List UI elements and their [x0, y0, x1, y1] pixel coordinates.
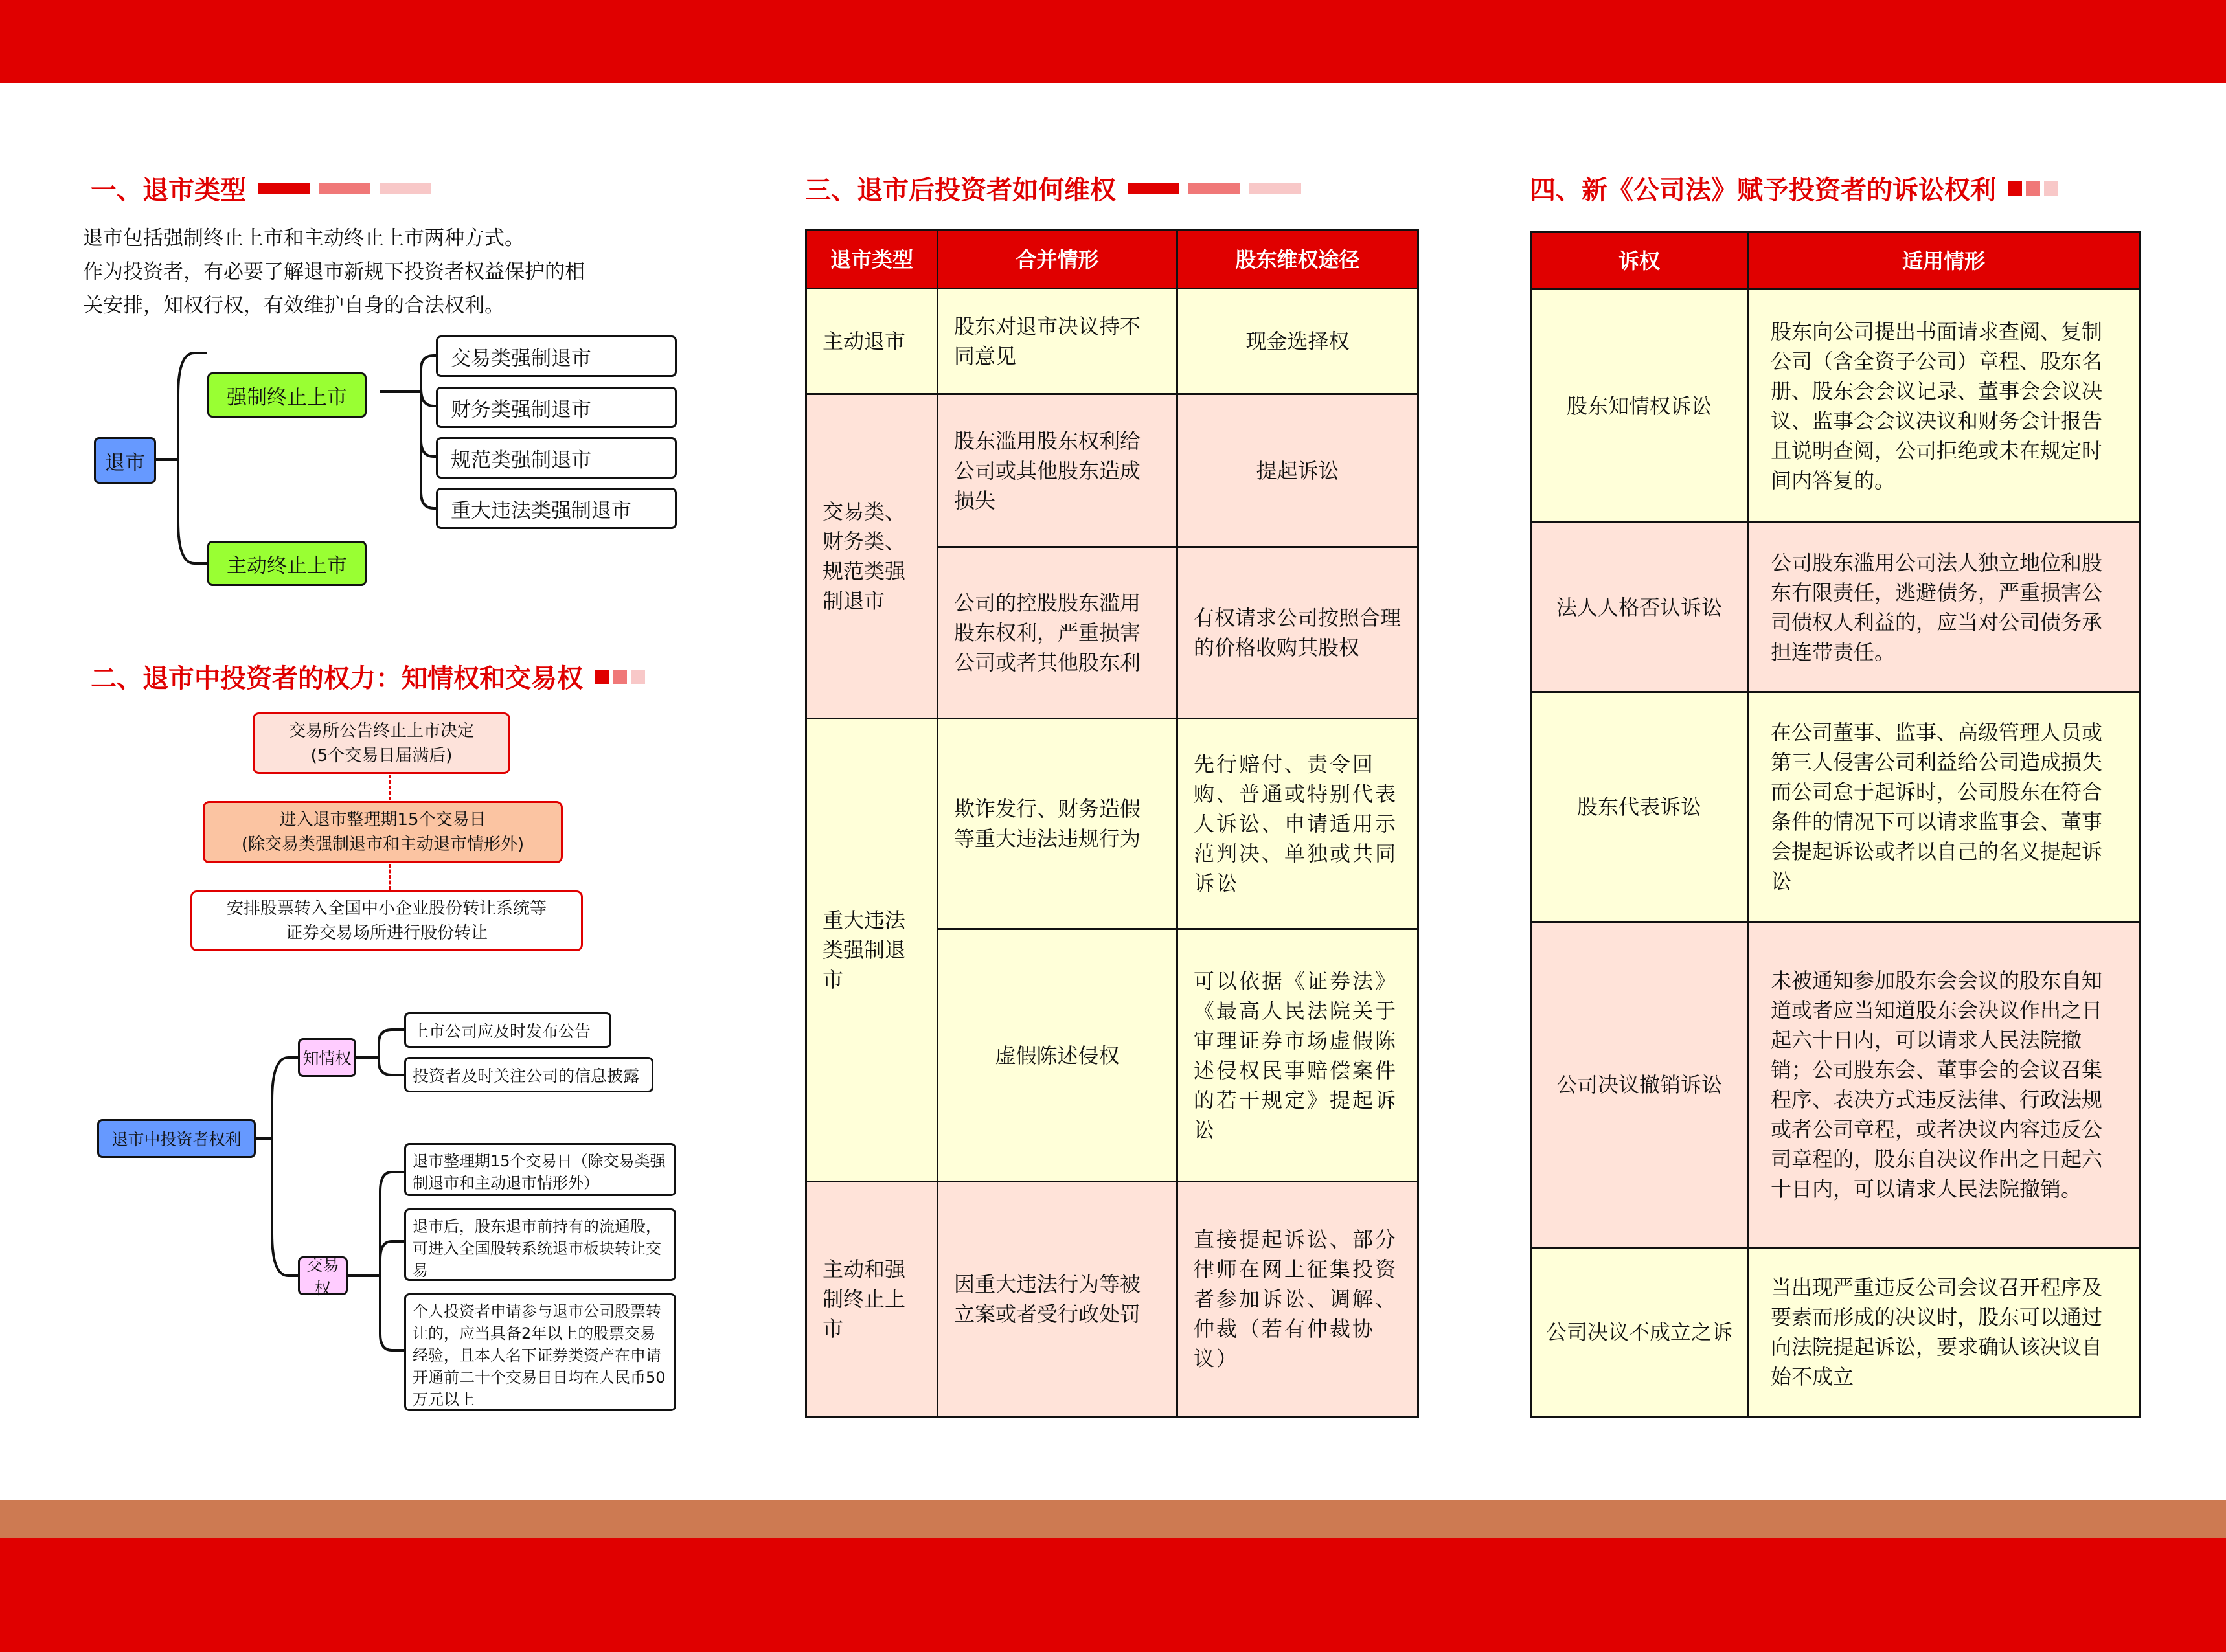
situation-cell: 股东滥用股东权利给公司或其他股东造成损失	[938, 394, 1177, 547]
title-decoration	[258, 183, 431, 194]
remedy-cell: 直接提起诉讼、部分律师在网上征集投资者参加诉讼、调解、仲裁（若有仲裁协议）	[1177, 1182, 1418, 1417]
delisting-type-cell: 交易类、财务类、规范类强制退市	[806, 394, 938, 719]
title-decoration	[1128, 183, 1301, 194]
remedy-cell: 现金选择权	[1177, 289, 1418, 394]
section4-title-text: 四、新《公司法》赋予投资者的诉讼权利	[1530, 175, 1996, 205]
node-label: 交易类强制退市	[451, 346, 591, 370]
flow-text: 交易所公告终止上市决定	[288, 721, 474, 741]
intro-line: 退市包括强制终止上市和主动终止上市两种方式。	[83, 227, 525, 250]
node-label: 交易权	[306, 1256, 339, 1298]
table-row	[806, 719, 1418, 929]
remedy-cell: 有权请求公司按照合理的价格收购其股权	[1177, 547, 1418, 719]
delisting-type-cell: 重大违法类强制退市	[806, 719, 938, 1182]
table-row	[806, 289, 1418, 394]
flow-text: 安排股票转入全国中小企业股份转让系统等	[226, 899, 547, 918]
section4-title	[1530, 170, 2058, 207]
node-label: 退市整理期15个交易日（除交易类强制退市和主动退市情形外）	[413, 1152, 666, 1192]
node-label: 知情权	[302, 1049, 352, 1068]
section1-title	[91, 170, 431, 207]
remedy-cell: 可以依据《证券法》《最高人民法院关于审理证券市场虚假陈述侵权民事赔偿案件的若干规定》提起诉讼	[1177, 929, 1418, 1182]
node-label: 退市	[105, 451, 145, 475]
node-label: 规范类强制退市	[451, 448, 591, 472]
situation-cell: 欺诈发行、财务造假等重大违法违规行为	[938, 719, 1177, 929]
remedy-cell: 先行赔付、责令回购、普通或特别代表人诉讼、申请适用示范判决、单独或共同诉讼	[1177, 719, 1418, 929]
node-label: 退市后，股东退市前持有的流通股，可进入全国股转系统退市板块转让交易	[413, 1217, 661, 1280]
delisting-type-cell: 主动退市	[806, 289, 938, 394]
table-header-row	[1531, 232, 2140, 289]
tree1-branch-forced-delisting	[207, 372, 367, 418]
table-row	[1531, 922, 2140, 1248]
bottom-red-band	[0, 1538, 2226, 1652]
situation-cell: 当出现严重违反公司会议召开程序及要素而形成的决议时，股东可以通过向法院提起诉讼，要求确认该决议自始不成立	[1748, 1248, 2140, 1417]
right-cell: 法人人格否认诉讼	[1531, 523, 1748, 692]
litigation-rights-table	[1530, 231, 2141, 1418]
node-label: 重大违法类强制退市	[451, 499, 631, 523]
table-row	[1531, 523, 2140, 692]
section2-title-text: 二、退市中投资者的权力：知情权和交易权	[91, 664, 583, 694]
intro-line: 关安排，知权行权，有效维护自身的合法权利。	[83, 294, 505, 317]
column-header: 适用情形	[1748, 232, 2140, 289]
node-label: 主动终止上市	[227, 554, 347, 578]
table-row	[1531, 1248, 2140, 1417]
flow-step-3	[190, 890, 583, 951]
situation-cell: 股东向公司提出书面请求查阅、复制公司（含全资子公司）章程、股东名册、股东会会议记录、董事会会议决议、监事会会议决议和财务会计报告且说明查阅，公司拒绝或未在规定时间内答复的。	[1748, 289, 2140, 523]
tree2-root-node	[97, 1119, 256, 1158]
bottom-brown-band	[0, 1500, 2226, 1538]
title-decoration	[595, 670, 645, 684]
tree1-leaf	[436, 437, 677, 479]
column-header: 合并情形	[938, 231, 1177, 289]
flow-text: 进入退市整理期15个交易日	[279, 810, 486, 830]
top-red-band	[0, 0, 2226, 83]
column-header: 诉权	[1531, 232, 1748, 289]
tree1-leaf	[436, 488, 677, 529]
node-label: 投资者及时关注公司的信息披露	[413, 1066, 640, 1085]
column-header: 股东维权途径	[1177, 231, 1418, 289]
section1-intro	[83, 221, 666, 322]
column-header: 退市类型	[806, 231, 938, 289]
flow-text: (除交易类强制退市和主动退市情形外)	[241, 835, 525, 854]
node-label: 强制终止上市	[227, 385, 347, 409]
right-cell: 股东知情权诉讼	[1531, 289, 1748, 523]
node-label: 上市公司应及时发布公告	[413, 1021, 591, 1041]
situation-cell: 股东对退市决议持不同意见	[938, 289, 1177, 394]
table-row	[806, 394, 1418, 547]
section2-title	[91, 658, 645, 695]
title-decoration	[2008, 181, 2058, 196]
table-row	[806, 1182, 1418, 1417]
table-row	[1531, 289, 2140, 523]
situation-cell: 因重大违法行为等被立案或者受行政处罚	[938, 1182, 1177, 1417]
flow-text: (5个交易日届满后)	[310, 745, 453, 765]
situation-cell: 公司的控股股东滥用股东权利，严重损害公司或者其他股东利	[938, 547, 1177, 719]
tree1-root-node	[94, 437, 156, 484]
table-header-row	[806, 231, 1418, 289]
tree2-leaf	[404, 1143, 676, 1196]
situation-cell: 未被通知参加股东会会议的股东自知道或者应当知道股东会决议作出之日起六十日内，可以请求人民法院撤销；公司股东会、董事会的会议召集程序、表决方式违反法律、行政法规或者公司章程，或者决议内容违反公司章程的，股东自决议作出之日起六十日内，可以请求人民法院撤销。	[1748, 922, 2140, 1248]
situation-cell: 公司股东滥用公司法人独立地位和股东有限责任，逃避债务，严重损害公司债权人利益的，应当对公司债务承担连带责任。	[1748, 523, 2140, 692]
remedy-cell: 提起诉讼	[1177, 394, 1418, 547]
right-cell: 股东代表诉讼	[1531, 692, 1748, 922]
right-cell: 公司决议撤销诉讼	[1531, 922, 1748, 1248]
intro-line: 作为投资者，有必要了解退市新规下投资者权益保护的相	[83, 260, 585, 284]
delisting-type-cell: 主动和强制终止上市	[806, 1182, 938, 1417]
situation-cell: 在公司董事、监事、高级管理人员或第三人侵害公司利益给公司造成损失而公司怠于起诉时，公司股东在符合条件的情况下可以请求监事会、董事会提起诉讼或者以自己的名义提起诉讼	[1748, 692, 2140, 922]
table-row	[1531, 692, 2140, 922]
section3-title	[805, 170, 1301, 207]
tree1-branch-voluntary-delisting	[207, 541, 367, 586]
flow-step-2	[203, 801, 563, 863]
flow-step-1	[253, 712, 510, 774]
node-label: 财务类强制退市	[451, 398, 591, 422]
remedies-table	[805, 229, 1419, 1418]
tree2-leaf	[404, 1293, 676, 1411]
right-cell: 公司决议不成立之诉	[1531, 1248, 1748, 1417]
tree2-leaf	[404, 1057, 653, 1092]
tree2-branch-right-to-know	[298, 1038, 356, 1077]
tree1-leaf	[436, 335, 677, 377]
node-label: 退市中投资者权利	[111, 1130, 242, 1149]
tree1-leaf	[436, 387, 677, 428]
section3-title-text: 三、退市后投资者如何维权	[805, 175, 1116, 205]
tree2-leaf	[404, 1208, 676, 1281]
tree2-branch-right-to-trade	[298, 1256, 348, 1298]
node-label: 个人投资者申请参与退市公司股票转让的，应当具备2年以上的股票交易经验，且本人名下证券类资产在申请开通前二十个交易日日均在人民币50万元以上	[413, 1302, 666, 1409]
flow-text: 证券交易场所进行股份转让	[285, 923, 488, 943]
flow-connector	[389, 775, 391, 800]
tree2-leaf	[404, 1012, 611, 1048]
flow-connector	[389, 864, 391, 890]
section1-title-text: 一、退市类型	[91, 175, 246, 205]
situation-cell: 虚假陈述侵权	[938, 929, 1177, 1182]
